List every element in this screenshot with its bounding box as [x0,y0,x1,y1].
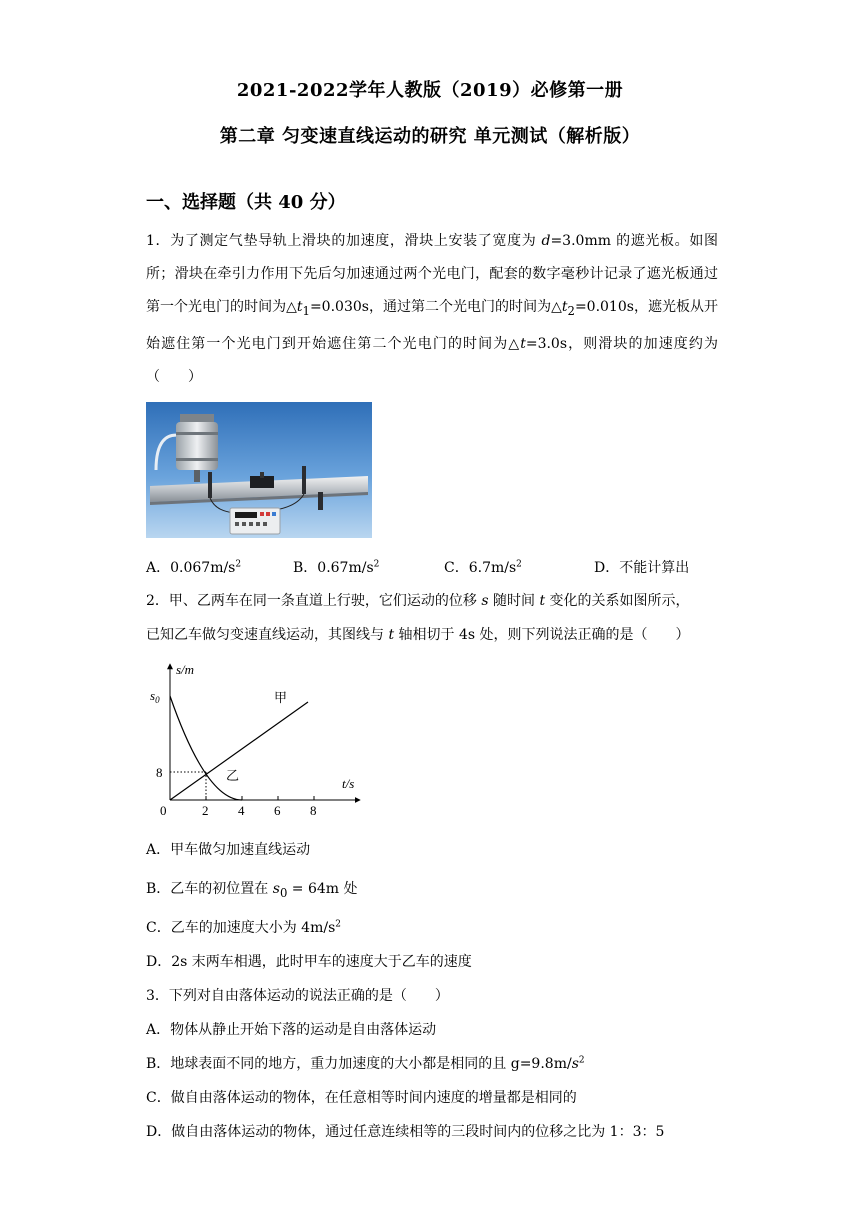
q2-option-d: D．2s 末两车相遇，此时甲车的速度大于乙车的速度 [146,954,472,970]
question-number: 1． [146,233,171,249]
s0-label: $s_0$ [150,688,160,705]
x-tick-2: 2 [202,803,209,818]
question-2-line-1: 2．甲、乙两车在同一条直道上行驶，它们运动的位移 s 随时间 t 变化的关系如图所示， [146,593,690,609]
q3-option-b: B．地球表面不同的地方，重力加速度的大小都是相同的且 $g=9.8m/s^2$ [146,1055,585,1072]
y-axis-label: s/m [176,662,195,677]
question-3-stem: 3．下列对自由落体运动的说法正确的是（ ） [146,988,449,1004]
q1-option-c: C．$6.7m/s^2$ [444,559,522,576]
q1-option-a: A．$0.067m/s^2$ [146,559,242,576]
title-line-1: 2021-2022学年人教版（2019）必修第一册 [236,80,624,101]
q2-option-c: C．乙车的加速度大小为 $4m/s^2$ [146,919,341,936]
q1-option-b: B．$0.67m/s^2$ [293,559,380,576]
q3-option-d: D．做自由落体运动的物体，通过任意连续相等的三段时间内的位移之比为 1：3：5 [146,1124,665,1140]
q3-option-c: C．做自由落体运动的物体，在任意相等时间内速度的增量都是相同的 [146,1090,577,1106]
x-tick-0: 0 [160,803,167,818]
s-t-graph [146,660,366,818]
y-tick-8: 8 [156,765,163,780]
q3-option-a: A．物体从静止开始下落的运动是自由落体运动 [146,1022,437,1038]
curve-yi [170,696,242,800]
q1-option-d: D．不能计算出 [594,560,690,576]
q2-option-b: B．乙车的初位置在 $s_0 = 64m$ 处 [146,881,358,900]
x-tick-4: 4 [238,803,245,818]
variable-d: d [541,233,551,249]
x-tick-8: 8 [310,803,317,818]
q2-option-a: A．甲车做匀加速直线运动 [146,842,311,858]
label-yi: 乙 [226,768,240,783]
question-1-stem: 1．为了测定气垫导轨上滑块的加速度，滑块上安装了宽度为 d=3.0mm 的遮光板。如图所；滑块在牵引力作用下先后匀加速通过两个光电门，配套的数字毫秒计记录了遮光板通过第一个光电门的时间为$\triangle t_1=0.030s$，通过第二个光电门的时间为$\triangle t_2=0.010s$，遮光板从开始遮住第一个光电门到开始遮住第二个光电门的时间为△t=3.0s，则滑块的加速度约为（ ） [146,233,718,385]
section-heading: 一、选择题（共 40 分） [146,192,346,213]
label-jia: 甲 [274,690,288,705]
x-axis-label: t/s [342,776,355,791]
air-track-apparatus-image [146,402,372,538]
x-tick-6: 6 [274,803,281,818]
title-line-2: 第二章 匀变速直线运动的研究 单元测试（解析版） [219,126,641,147]
question-2-line-2: 已知乙车做匀变速直线运动，其图线与 t 轴相切于 4s 处，则下列说法正确的是（ ） [146,627,690,643]
line-jia [170,702,308,800]
